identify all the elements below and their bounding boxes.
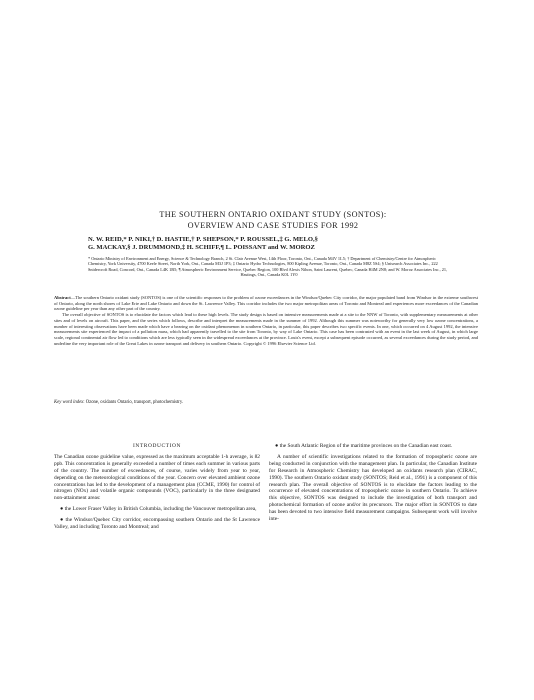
keywords: Key word index: Ozone, oxidants Ontario, transport, photochemistry. bbox=[54, 400, 184, 405]
affiliation-text: * Ontario Ministry of Environment and Energy, Science & Technology Branch, 2 St. Clair Avenue West, 14th Floor, Toronto, Ont., Canada M4V 1L5; † Department of Chemistry/Centre for Atmospheric Chemistry, York University, 4700 Keele Street, North York, Ont., Canada M3J 1P3; ‡ Ontario Hydro Technologies, 800 Kipling Avenue, Toronto, Ont., Canada M8Z 5S4; § Unisearch Associates Inc., 222 Snidercroft Road, Concord, Ont., Canada L4K 1B5; ¶ Atmospheric Environment Service, Quebec Region, 100 Blvd Alexis Nihon, Saint Laurent, Quebec, Canada H4M 2N8; and W. Moroz Associates Inc., 21, bbox=[88, 256, 448, 272]
bullet-item-1: ● the Lower Fraser Valley in British Columbia, including the Vancouver metropolitan area, bbox=[60, 506, 257, 513]
author-line-2: G. MACKAY,§ J. DRUMMOND,‡ H. SCHIFF,¶ L. POISSANT and W. MOROZ bbox=[88, 244, 315, 252]
author-line-1: N. W. REID,* P. NIKI,† D. HASTIE,† P. SHEPSON,* P. ROUSSEL,‡ G. MELO,§ bbox=[88, 236, 318, 243]
keywords-label: Key word index bbox=[54, 400, 84, 405]
affiliations bbox=[88, 256, 450, 278]
keywords-text: Ozone, oxidants Ontario, transport, photochemistry. bbox=[85, 400, 184, 405]
title-line-1: THE SOUTHERN ONTARIO OXIDANT STUDY (SONTOS): bbox=[159, 210, 387, 219]
abstract-paragraph-1: Abstract—The southern Ontario oxidant study (SONTOS) is one of the scientific responses to the problem of ozone exceedances in the Windsor/Quebec City corridor, the major populated band from Windsor in the extreme southwest of Ontario, along the north shores of Lake Erie and Lake Ontario and down the St. Lawrence Valley. This corridor includes the two major metropolitan areas of Toronto and Montreal and experiences more exceedances of the Canadian ozone guideline per year than any other part of the country. bbox=[54, 295, 478, 312]
abstract-paragraph-2: The overall objective of SONTOS is to elucidate the factors which lead to these high levels. The study design is based on intensive measurements made at a site to the NNW of Toronto, with supplementary measurements at other sites and of levels on aircraft. This paper, and the series which follows, describe and interpret the measurements made in the summer of 1992. Although this summer was noteworthy for generally very low ozone concentrations, a number of interesting observations have been made which have a bearing on the oxidant phenomenon in southern Ontario, in particular, this paper describes two specific events. In one, which occurred on 4 August 1992, the intensive measurements site experienced the impact of a pollution mass, which had apparently travelled to the site from Toronto, by way of Lake Ontario. This case has been contrasted with an event in the last week of August, in which large scale, regional continental air flow led to conditions which are less typically seen in the widespread exceedances at the province. Louis's event, except a subsequent episode occurred, as several exceedances during the study period, and underline the very important role of the Great Lakes in ozone transport and delivery in southern Ontario. Copyright © 1996 Elsevier Science Ltd. bbox=[54, 312, 478, 346]
section-heading-introduction: INTRODUCTION bbox=[133, 443, 181, 449]
bullet-item-2: ● the Windsor/Quebec City corridor, encompassing southern Ontario and the St Lawrence Valley, and including Toronto and Montreal; and bbox=[54, 517, 260, 531]
body-column-left bbox=[54, 443, 260, 535]
abstract-label: Abstract bbox=[54, 295, 71, 300]
abstract bbox=[54, 295, 478, 346]
body-column-right bbox=[269, 443, 477, 527]
intro-paragraph-1: The Canadian ozone guideline value, expressed as the maximum acceptable 1-h average, is 82 ppb. This concentration is generally exceeded a number of times each summer in various parts of the country. The number of exceedances, of course, varies widely from year to year, depending on the meteorological conditions of the year. Concern over elevated ambient ozone concentrations has led to the development of a management plan (CCME, 1990) for control of nitrogen (NOx) and volatile organic compounds (VOC), particularly in the three designated non-attainment areas: bbox=[54, 453, 260, 502]
bullet-item-3: ● the South Atlantic Region of the maritime provinces on the Canadian east coast. bbox=[275, 443, 453, 449]
affiliation-last-line: Hastings, Ont., Canada K0L 1Y0 bbox=[240, 272, 298, 278]
author-list bbox=[88, 236, 448, 253]
abstract-text-1: The southern Ontario oxidant study (SONTOS) is one of the scientific responses to the problem of ozone exceedances in the Windsor/Quebec City corridor, the major populated band from Windsor in the extreme southwest of Ontario, along the north shores of Lake Erie and Lake Ontario and down the St. Lawrence Valley. This corridor includes the two major metropolitan areas of Toronto and Montreal and experiences more exceedances of the Canadian ozone guideline per year than any other part of the country. bbox=[54, 295, 478, 312]
title-line-2: OVERVIEW AND CASE STUDIES FOR 1992 bbox=[187, 221, 359, 230]
intro-paragraph-2: A number of scientific investigations related to the formation of tropospheric ozone are being conducted in conjunction with the management plan. In particular, the Canadian Institute for Research in Atmospheric Chemistry has developed an oxidants research plan (CIRAC, 1990). The southern Ontario oxidant study (SONTOS; Reid et al., 1991) is a component of this research plan. The overall objective of SONTOS is to elucidate the factors leading to the occurrence of elevated concentrations of tropospheric ozone in southern Ontario. To achieve this objective, SONTOS was designed to include the investigation of both transport and photochemical formation of ozone and/or its precursors. The major effort in SONTOS to date has been devoted to two intensive field measurement campaigns. Subsequent work will involve inte- bbox=[269, 453, 477, 523]
paper-title bbox=[88, 209, 458, 231]
